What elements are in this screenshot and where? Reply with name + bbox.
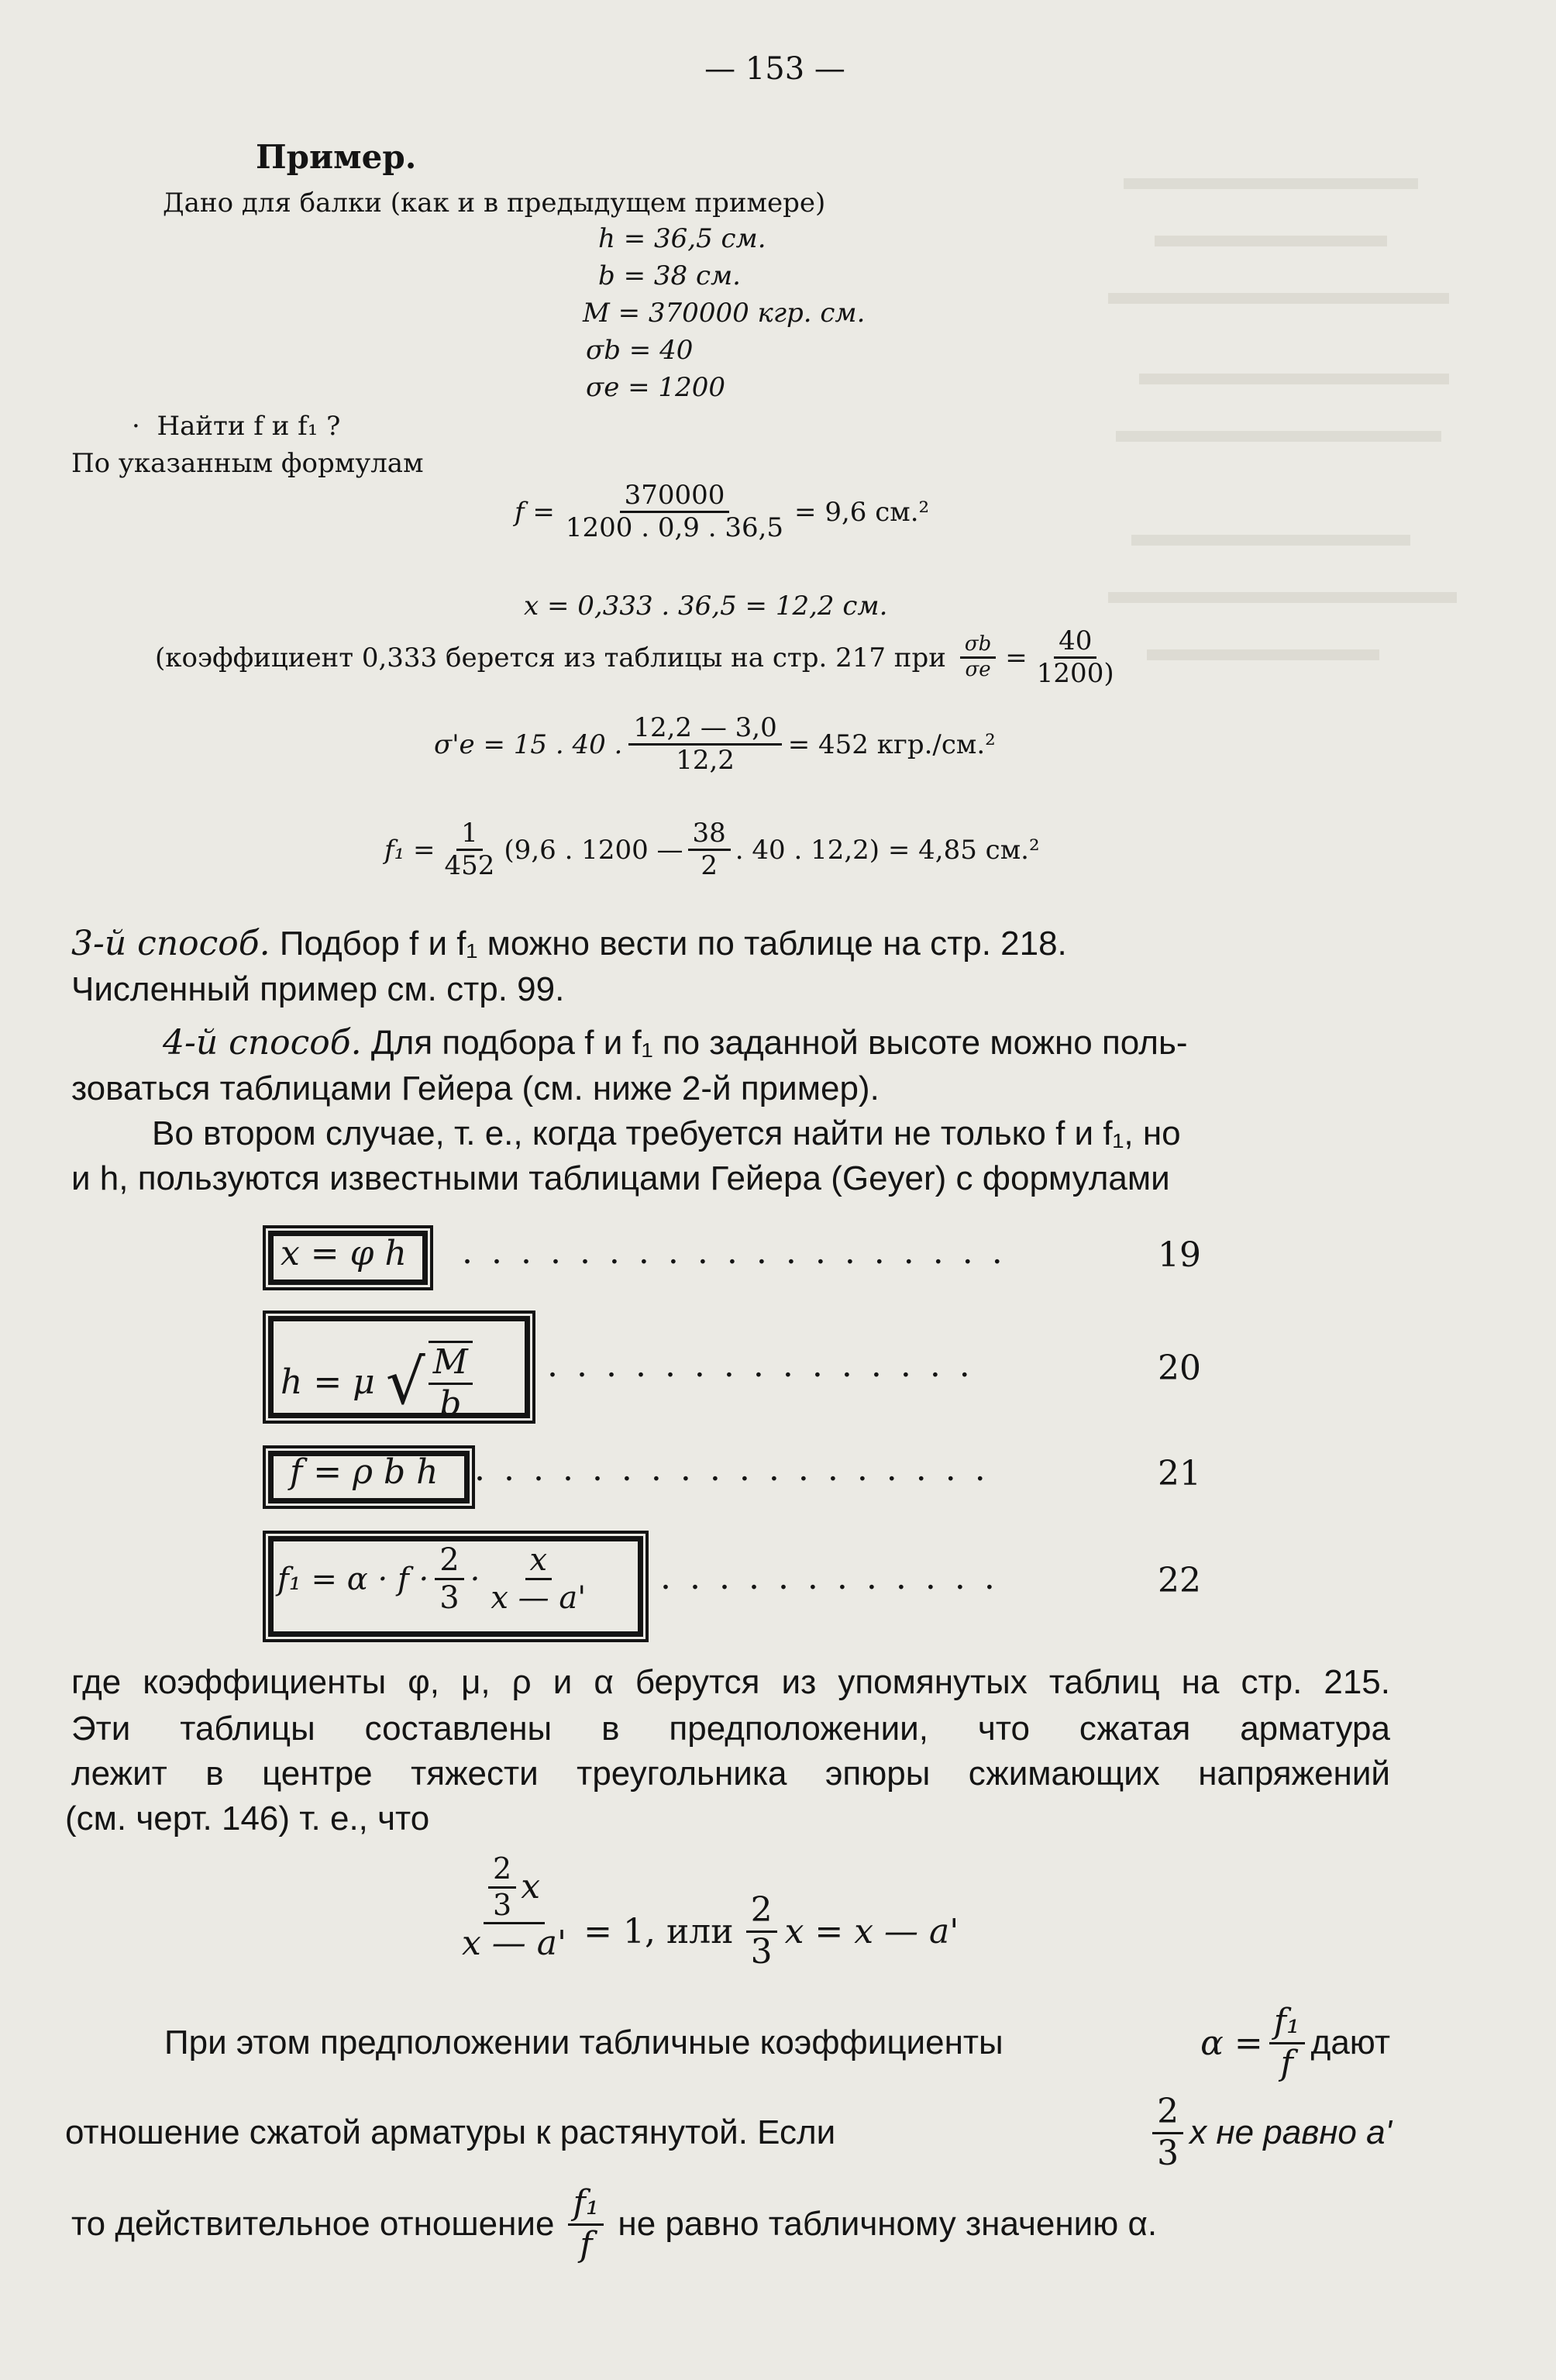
find-label: Найти f и f₁ ? — [157, 411, 341, 442]
formula-21-leader: .................. — [474, 1449, 1004, 1489]
condition-formula — [457, 1844, 959, 1972]
coef-den-1: σe — [965, 658, 991, 682]
coef-fraction-2 — [1032, 626, 1119, 689]
formula-20-number: 20 — [1158, 1348, 1201, 1388]
formula-22-leader: ............ — [660, 1558, 1014, 1597]
formula-22-den-2: x — a' — [491, 1580, 587, 1616]
f1-mid: (9,6 . 1200 — — [504, 834, 683, 866]
final-alpha-expr — [1200, 2003, 1390, 2083]
final-fraction-3 — [568, 2184, 604, 2265]
coef-num-2: 40 — [1054, 626, 1096, 659]
page-number: — 153 — — [704, 51, 845, 87]
formula-22-number: 22 — [1158, 1561, 1201, 1600]
find-text: · Найти f и f₁ ? — [132, 411, 341, 442]
final-fraction-1 — [1269, 2003, 1305, 2083]
condition-rhs: x = x — a' — [784, 1911, 959, 1951]
f1-den-1: 452 — [444, 850, 495, 882]
final-alpha: α = — [1200, 2023, 1263, 2063]
final-line-3 — [71, 2184, 1157, 2265]
f-calculation — [515, 480, 929, 543]
formulas-intro: По указанным формулам — [71, 448, 424, 479]
formula-20 — [281, 1341, 473, 1424]
f1-num-1: 1 — [456, 818, 483, 851]
f-denominator: 1200 . 0,9 . 36,5 — [565, 512, 784, 544]
final-num-3: f₁ — [568, 2184, 604, 2226]
where-line-4: (см. черт. 146) т. е., что — [65, 1800, 430, 1838]
f1-num-2: 38 — [688, 818, 731, 851]
condition-inner-fraction — [488, 1852, 516, 1922]
final-line-3-tail: не равно табличному значению α. — [618, 2205, 1158, 2244]
condition-equals-or: = 1, или — [584, 1911, 734, 1951]
formula-22 — [277, 1542, 597, 1616]
f1-lhs: f₁ = — [384, 834, 435, 866]
sigma-numerator: 12,2 — 3,0 — [628, 713, 781, 746]
formula-19: x = φ h — [281, 1234, 407, 1273]
method4-text: Для подбора f и f₁ по заданной высоте можно поль- — [370, 1024, 1188, 1062]
sigma-denominator: 12,2 — [676, 745, 735, 777]
formula-22-lhs: f₁ = α · f · — [277, 1561, 429, 1597]
sigma-lhs: σ'e = 15 . 40 . — [434, 728, 623, 760]
final-line-1-text: При этом предположении табличные коэффициенты — [164, 2024, 1003, 2062]
given-text: Дано для балки (как и в предыдущем примере) — [163, 188, 826, 219]
condition-fraction-2 — [746, 1891, 777, 1972]
param-b: b = 38 см. — [598, 260, 741, 291]
condition-numerator — [484, 1852, 545, 1924]
where-line-3: лежит в центре тяжести треугольника эпюры сжимающих напряжений — [71, 1755, 1390, 1793]
f1-fraction-1 — [440, 818, 500, 881]
formula-22-num-2: x — [525, 1542, 553, 1580]
sqrt-icon: √ — [385, 1345, 425, 1418]
formula-22-fraction-1 — [435, 1542, 463, 1616]
second-case-line2: и h, пользуются известными таблицами Гейера (Geyer) с формулами — [71, 1159, 1170, 1197]
final-den-1: f — [1280, 2043, 1293, 2083]
method4-line1 — [163, 1023, 1188, 1063]
sigma-calculation — [434, 713, 996, 776]
param-m: M = 370000 кгр. см. — [583, 298, 866, 329]
method4-label: 4-й способ. — [163, 1023, 362, 1063]
method3-text: Подбор f и f₁ можно вести по таблице на стр. 218. — [279, 925, 1067, 963]
formula-22-fraction-2 — [486, 1542, 590, 1616]
final-give: дают — [1310, 2024, 1390, 2062]
final-line-2-tail: x не равно a' — [1189, 2113, 1392, 2152]
param-se: σe = 1200 — [586, 372, 725, 403]
final-den-2: 3 — [1157, 2133, 1179, 2173]
condition-num-2: 2 — [746, 1891, 777, 1933]
final-ratio-expr — [1152, 2092, 1392, 2173]
formula-20-fraction — [429, 1341, 473, 1424]
final-line-2-text: отношение сжатой арматуры к растянутой. Если — [65, 2113, 836, 2152]
condition-den-2: 3 — [750, 1931, 773, 1972]
formula-22-num-1: 2 — [435, 1542, 463, 1580]
where-line-1: где коэффициенты φ, μ, ρ и α берутся из упомянутых таблиц на стр. 215. — [71, 1663, 1390, 1701]
formula-20-den: b — [439, 1383, 462, 1424]
final-line-1 — [164, 2003, 1390, 2083]
final-den-3: f — [580, 2224, 593, 2265]
f-fraction — [561, 480, 788, 543]
f1-result: . 40 . 12,2) = 4,85 см.² — [735, 834, 1040, 866]
formula-19-number: 19 — [1158, 1235, 1201, 1275]
example-heading: Пример. — [256, 138, 417, 176]
formula-22-mid: · — [470, 1561, 480, 1597]
param-h: h = 36,5 см. — [598, 223, 766, 254]
f1-calculation — [384, 818, 1040, 881]
formula-20-num: M — [429, 1343, 473, 1385]
sigma-result: = 452 кгр./см.² — [787, 728, 996, 760]
condition-inner-den: 3 — [493, 1887, 512, 1922]
sigma-fraction — [628, 713, 781, 776]
coef-den-2: 1200) — [1036, 658, 1114, 690]
x-calculation: x = 0,333 . 36,5 = 12,2 см. — [524, 591, 888, 622]
final-num-2: 2 — [1152, 2092, 1183, 2134]
coef-eq: = — [1005, 642, 1028, 673]
formula-21-number: 21 — [1158, 1454, 1201, 1493]
f1-den-2: 2 — [701, 850, 718, 882]
bleed-through — [1108, 147, 1496, 1000]
f-numerator: 370000 — [620, 480, 730, 513]
coef-note — [155, 626, 1119, 689]
final-line-2 — [65, 2092, 1392, 2173]
where-line-2: Эти таблицы составлены в предположении, что сжатая арматура — [71, 1710, 1390, 1748]
formula-20-leader: ............... — [547, 1345, 989, 1385]
formula-20-lhs: h = μ — [281, 1362, 375, 1403]
coef-fraction-1 — [960, 633, 996, 682]
final-line-3-text: то действительное отношение — [71, 2205, 555, 2244]
param-sb: σb = 40 — [586, 335, 694, 366]
method3-label: 3-й способ. — [71, 924, 270, 963]
method3-line1 — [71, 924, 1389, 963]
method4-line2: зоваться таблицами Гейера (см. ниже 2-й пример). — [71, 1069, 880, 1107]
condition-denominator: x — a' — [462, 1924, 567, 1964]
final-fraction-2 — [1152, 2092, 1183, 2173]
f-lhs: f = — [515, 496, 555, 528]
method3-line2: Численный пример см. стр. 99. — [71, 970, 565, 1008]
second-case-line1: Во втором случае, т. е., когда требуется найти не только f и f₁, но — [152, 1114, 1181, 1152]
condition-big-fraction — [457, 1852, 571, 1964]
formula-19-leader: ................... — [462, 1232, 1021, 1272]
formula-21: f = ρ b h — [290, 1452, 439, 1492]
coef-note-text: (коэффициент 0,333 берется из таблицы на стр. 217 при — [155, 642, 946, 673]
formula-22-den-1: 3 — [439, 1580, 460, 1616]
condition-x: x — [521, 1867, 541, 1906]
f1-fraction-2 — [688, 818, 731, 881]
coef-num-1: σb — [960, 633, 996, 659]
condition-inner-num: 2 — [488, 1852, 516, 1889]
final-num-1: f₁ — [1269, 2003, 1305, 2044]
f-result: = 9,6 см.² — [794, 496, 930, 528]
